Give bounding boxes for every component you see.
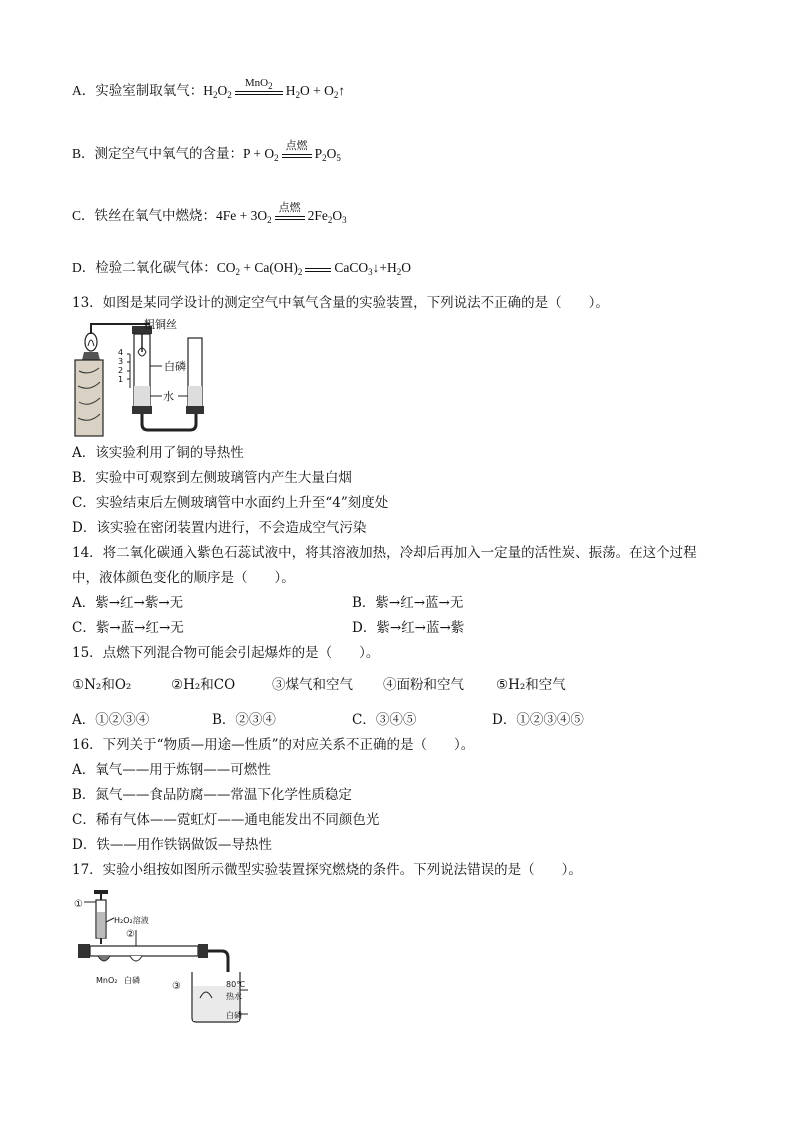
q13-option-d: D．该实验在密闭装置内进行，不会造成空气污染 [72,520,367,536]
reaction-condition: 点燃 [281,146,313,164]
fig-circle-3: ③ [172,981,181,992]
q14-option-c: C．紫→蓝→红→无 [72,620,184,636]
fig-label-water: 水 [163,388,174,406]
fig-label-copper-wire: 粗铜丝 [144,318,177,331]
syringe-icon [94,890,108,944]
q12-option-b: B．测定空气中氧气的含量：$P + O_2$ 点燃 $P_2O_5$ [72,139,341,163]
fig-scale-4: 4 [118,348,124,357]
q16-option-a: A．氧气——用于炼钢——可燃性 [72,762,271,778]
q16-option-c: C．稀有气体——霓虹灯——通电能发出不同颜色光 [72,812,380,828]
option-label: B．测定空气中氧气的含量： [72,146,244,161]
q16-option-d: D．铁——用作铁锅做饭—导热性 [72,837,272,853]
q13-option-b: B．实验中可观察到左侧玻璃管内产生大量白烟 [72,470,352,486]
fig-scale-2: 2 [118,366,124,375]
reaction-condition: 点燃 [274,208,306,226]
option-label: D．检验二氧化碳气体： [72,260,217,275]
equals-sign [304,260,332,278]
fig-label-mno2: MnO₂ [96,976,118,985]
q15-option-b: B．②③④ [212,712,276,728]
q13-stem: 13．如图是某同学设计的测定空气中氧气含量的实验装置，下列说法不正确的是（ ）。 [72,295,609,311]
q17-apparatus-figure [72,886,252,1026]
q15-option-d: D．①②③④⑤ [492,712,584,728]
fig-scale-1: 1 [118,375,124,384]
q15-item-2: ②H₂和CO [171,677,236,693]
q14-stem-line1: 14．将二氧化碳通入紫色石蕊试液中，将其溶液加热，冷却后再加入一定量的活性炭、振荡。在这个过程 [72,545,697,561]
fig-label-white-phosphorus: 白磷 [124,976,140,985]
fig-label-white-phosphorus-2: 白磷 [226,1011,242,1020]
fig-circle-2: ② [126,929,135,940]
q12-option-c: C．铁丝在氧气中燃烧：$4Fe + 3O_2$ 点燃 $2Fe_2O_3$ [72,201,347,225]
q14-option-a: A．紫→红→紫→无 [72,595,184,611]
q12-option-d: D．检验二氧化碳气体：$CO_2 + Ca(OH)_2$ $CaCO_3↓+H_2O$ [72,260,411,277]
q15-item-4: ④面粉和空气 [383,677,464,693]
q17-stem: 17．实验小组按如图所示微型实验装置探究燃烧的条件。下列说法错误的是（ ）。 [72,862,582,878]
option-label: A．实验室制取氧气： [72,83,204,98]
fig-label-80c: 80℃ [226,980,246,989]
q15-option-a: A．①②③④ [72,712,150,728]
alcohol-lamp-icon [82,333,100,360]
q15-item-3: ③煤气和空气 [272,677,353,693]
q15-stem: 15．点燃下列混合物可能会引起爆炸的是（ ）。 [72,645,380,661]
q14-stem-line2: 中，液体颜色变化的顺序是（ ）。 [72,570,295,586]
q15-option-c: C．③④⑤ [352,712,417,728]
q16-stem: 16．下列关于“物质—用途—性质”的对应关系不正确的是（ ）。 [72,737,475,753]
fig-label-h2o2-solution: H₂O₂溶液 [114,916,149,925]
q14-option-d: D．紫→红→蓝→紫 [352,620,465,636]
fig-label-hot-water: 热水 [226,992,242,1001]
fig-scale-3: 3 [118,357,124,366]
reaction-condition: MnO$_2$ [234,83,284,101]
fig-label-white-phosphorus: 白磷 [164,358,186,376]
q13-apparatus-figure [70,316,220,438]
q16-option-b: B．氮气——食品防腐——常温下化学性质稳定 [72,787,352,803]
fig-circle-1: ① [74,899,83,910]
q13-option-c: C．实验结束后左侧玻璃管中水面约上升至“4”刻度处 [72,495,389,511]
q15-item-5: ⑤H₂和空气 [496,677,566,693]
q14-option-b: B．紫→红→蓝→无 [352,595,464,611]
q15-item-1: ①N₂和O₂ [72,677,132,693]
horizontal-glass-tube [90,946,198,956]
option-label: C．铁丝在氧气中燃烧： [72,208,217,223]
q12-option-a: A．实验室制取氧气：$H_2O_2$ MnO$_2$ $H_2O$ + $O_2↑$ [72,76,346,100]
q13-option-a: A．该实验利用了铜的导热性 [72,445,244,461]
